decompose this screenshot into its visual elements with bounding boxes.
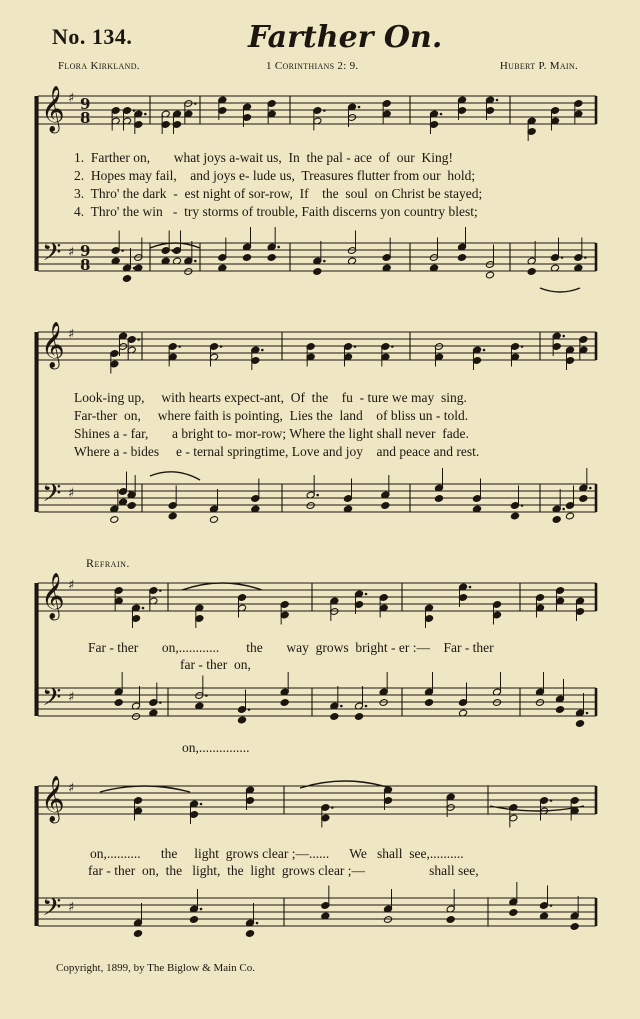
key-signature-sharp: ♯ [68,781,75,796]
composer-credit: Hubert P. Main. [499,60,578,72]
bass-clef: 𝄢 [42,238,62,273]
verse-line-4: 4. Thro' the win - try storms of trouble, Faith discerns yon country blest; [74,204,478,219]
dot [358,106,361,109]
refrain-lyric-3: on,............... [182,740,250,755]
dot [440,113,443,116]
note-head [570,923,579,931]
verse-line-2: 2. Hopes may fail, and joys e- lude us, Treasures flutter from our hold; [74,168,476,183]
note-head [446,916,455,924]
dot [354,345,357,348]
verse-line-1: 1. Farther on, what joys a-wait us, In the pal - ace of our King! [74,150,454,165]
dot [137,338,140,341]
key-signature-sharp: ♯ [68,91,75,106]
bass-clef: 𝄢 [42,683,62,718]
note-head [527,268,536,276]
dot [340,705,343,708]
verse-line-8: Where a - bides e - ternal springtime, Love and joy and peace and rest. [74,444,480,459]
verse-line-5: Look-ing up, with hearts expect-ant, Of the fu - ture we may sing. [74,390,467,405]
slur [540,288,580,292]
dot [159,701,162,704]
refrain-lyric-2: far - ther on, [180,657,251,672]
dot [159,589,162,592]
note-head [242,254,251,262]
dot [550,799,553,802]
note-head [555,706,564,714]
bass-clef: 𝄢 [42,479,62,514]
key-signature-sharp: ♯ [68,900,75,915]
verse-line-3: 3. Thro' the dark - est night of sor-row, If the soul on Christ be stayed; [74,186,483,201]
scripture-reference: 1 Corinthians 2: 9. [266,60,359,72]
bass-clef: 𝄢 [42,893,62,928]
hymn-number: No. 134. [52,24,133,49]
dot [469,586,472,589]
dot [256,922,259,925]
dot [178,345,181,348]
dot [584,256,587,259]
note-head [424,699,433,707]
dot [550,904,553,907]
note-head [245,930,254,938]
dot [205,694,208,697]
dot [586,712,589,715]
dot [194,102,197,105]
dot [261,349,264,352]
treble-clef: 𝄞 [41,322,65,368]
note-head [127,502,136,510]
time-signature: 9 [80,242,91,260]
final-lyric-2: far - ther on, the light, the light grows clear ;— shall see, [88,863,479,878]
note-head [579,495,588,503]
slur [150,472,200,480]
note-head [133,930,142,938]
note-head [110,516,119,524]
dot [142,607,145,610]
note-head [575,720,584,728]
slur [300,781,390,788]
dot [562,508,565,511]
dot [121,249,124,252]
dot [144,113,147,116]
dot [589,487,592,490]
note-head [168,512,177,520]
key-signature-sharp: ♯ [68,327,75,342]
dot [521,345,524,348]
time-signature: 8 [80,109,91,127]
dot [365,705,368,708]
dot [248,708,251,711]
key-signature-sharp: ♯ [68,486,75,501]
note-head [552,516,561,524]
note-head [565,512,574,520]
slur [150,243,200,248]
key-signature-sharp: ♯ [68,690,75,705]
note-head [209,516,218,524]
dot [220,345,223,348]
treble-clef: 𝄞 [41,776,65,822]
treble-clef: 𝄞 [41,573,65,619]
note-head [280,699,289,707]
slur [182,583,262,590]
note-head [381,502,390,510]
dot [365,593,368,596]
dot [316,494,319,497]
dot [323,109,326,112]
dot [562,335,565,338]
slur [100,786,190,792]
dot [194,260,197,263]
dot [323,260,326,263]
lyricist-credit: Flora Kirkland. [58,60,140,72]
note-head [509,909,518,917]
dot [133,109,136,112]
note-head [485,271,494,279]
note-head [114,699,123,707]
refrain-lyric-1: Far - ther on,............ the way grows bright - er :— Far - ther [88,640,494,655]
verse-line-6: Far-ther on, where faith is pointing, Lies the land of bliss un - told. [74,408,469,423]
note-head [267,254,276,262]
note-head [313,268,322,276]
dot [277,246,280,249]
note-head [354,713,363,721]
dot [521,504,524,507]
dot [200,803,203,806]
treble-clef: 𝄞 [41,86,65,132]
copyright-notice: Copyright, 1899, by The Biglow & Main Co. [56,962,256,974]
dot [496,99,499,102]
verse-line-7: Shines a - far, a bright to- mor-row; Where the light shall never fade. [74,426,469,441]
dot [391,345,394,348]
dot [483,349,486,352]
time-signature: 9 [80,95,91,113]
note-head [122,275,131,283]
hymn-title: Farther On. [248,20,443,55]
key-signature-sharp: ♯ [68,578,75,593]
note-head [434,495,443,503]
refrain-label: Refrain. [86,556,130,570]
note-head [330,713,339,721]
note-head [237,716,246,724]
note-head [189,916,198,924]
dot [331,806,334,809]
final-lyric-1: on,.......... the light grows clear ;—...... We shall see,.......... [90,846,464,861]
dot [561,256,564,259]
dot [200,908,203,911]
key-signature-sharp: ♯ [68,245,75,260]
time-signature: 8 [80,256,91,274]
note-head [457,254,466,262]
note-head [510,512,519,520]
